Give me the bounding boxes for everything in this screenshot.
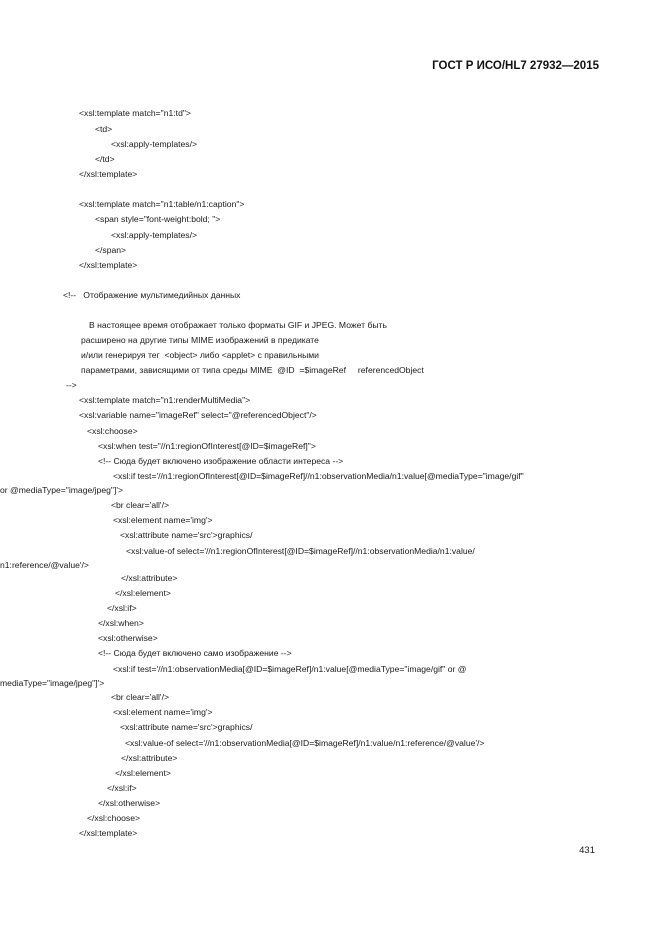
code-line: </xsl:template> <box>79 260 138 270</box>
code-line: </xsl:if> <box>107 603 137 613</box>
code-line: </td> <box>95 154 115 164</box>
code-line: n1:reference/@value'/> <box>0 560 89 570</box>
code-line: <td> <box>95 124 113 134</box>
code-line: <xsl:attribute name='src'>graphics/ <box>120 530 253 540</box>
code-line: mediaType="image/jpeg"]'> <box>0 678 105 688</box>
code-line: <xsl:template match="n1:td"> <box>79 108 191 118</box>
comment-text: параметрами, зависящими от типа среды MIME @ID =$imageRef referencedObject <box>81 365 424 375</box>
code-comment: <!-- Сюда будет включено изображение области интереса --> <box>98 456 344 466</box>
comment-text: и/или генерируя тег <object> либо <applet> с правильными <box>81 350 319 360</box>
code-line: <xsl:apply-templates/> <box>111 230 197 240</box>
code-line: </xsl:element> <box>115 588 171 598</box>
code-line: <br clear='all'/> <box>111 692 169 702</box>
page-number: 431 <box>579 845 595 856</box>
code-line: <xsl:variable name="imageRef" select="@referencedObject"/> <box>79 410 317 420</box>
code-line: <xsl:if test='//n1:regionOfInterest[@ID=$imageRef]//n1:observationMedia/n1:value[@mediaType="image/gif" <box>113 471 524 481</box>
code-line: <xsl:otherwise> <box>98 633 158 643</box>
code-line: <span style="font-weight:bold; "> <box>95 214 221 224</box>
code-line: or @mediaType="image/jpeg"]'> <box>0 485 123 495</box>
code-line: <xsl:value-of select='//n1:regionOfInterest[@ID=$imageRef]//n1:observationMedia/n1:value/ <box>126 546 475 556</box>
code-line: </xsl:attribute> <box>121 573 178 583</box>
code-line: </xsl:if> <box>107 783 137 793</box>
code-line: </span> <box>95 245 127 255</box>
code-line: </xsl:attribute> <box>121 753 178 763</box>
code-line: </xsl:template> <box>79 169 138 179</box>
code-line: </xsl:choose> <box>87 813 141 823</box>
code-line: <xsl:element name='img'> <box>113 515 213 525</box>
code-comment: <!-- Отображение мультимедийных данных <box>63 290 241 300</box>
code-line: <xsl:if test='//n1:observationMedia[@ID=$imageRef]/n1:value[@mediaType="image/gif" or @ <box>113 664 467 674</box>
code-line: <xsl:attribute name='src'>graphics/ <box>120 722 253 732</box>
code-line: </xsl:element> <box>115 768 171 778</box>
document-header: ГОСТ Р ИСО/HL7 27932—2015 <box>432 60 599 72</box>
code-line: <xsl:when test="//n1:regionOfInterest[@ID=$imageRef]"> <box>98 441 316 451</box>
comment-text: расширено на другие типы MIME изображений в предикате <box>81 335 319 345</box>
code-line: </xsl:otherwise> <box>98 798 161 808</box>
code-line: <xsl:choose> <box>87 426 138 436</box>
code-line: <xsl:element name='img'> <box>113 707 213 717</box>
code-line: <br clear='all'/> <box>111 500 169 510</box>
code-line: <xsl:template match="n1:renderMultiMedia"> <box>79 395 251 405</box>
code-line: </xsl:when> <box>98 618 144 628</box>
code-line: <xsl:apply-templates/> <box>111 139 197 149</box>
code-line: </xsl:template> <box>79 828 138 838</box>
comment-text: В настоящее время отображает только форматы GIF и JPEG. Может быть <box>89 320 387 330</box>
code-comment: <!-- Сюда будет включено само изображение --> <box>98 648 292 658</box>
code-line: --> <box>66 380 77 390</box>
code-line: <xsl:template match="n1:table/n1:caption"> <box>79 199 245 209</box>
code-line: <xsl:value-of select='//n1:observationMedia[@ID=$imageRef]/n1:value/n1:reference/@value'/> <box>125 738 485 748</box>
